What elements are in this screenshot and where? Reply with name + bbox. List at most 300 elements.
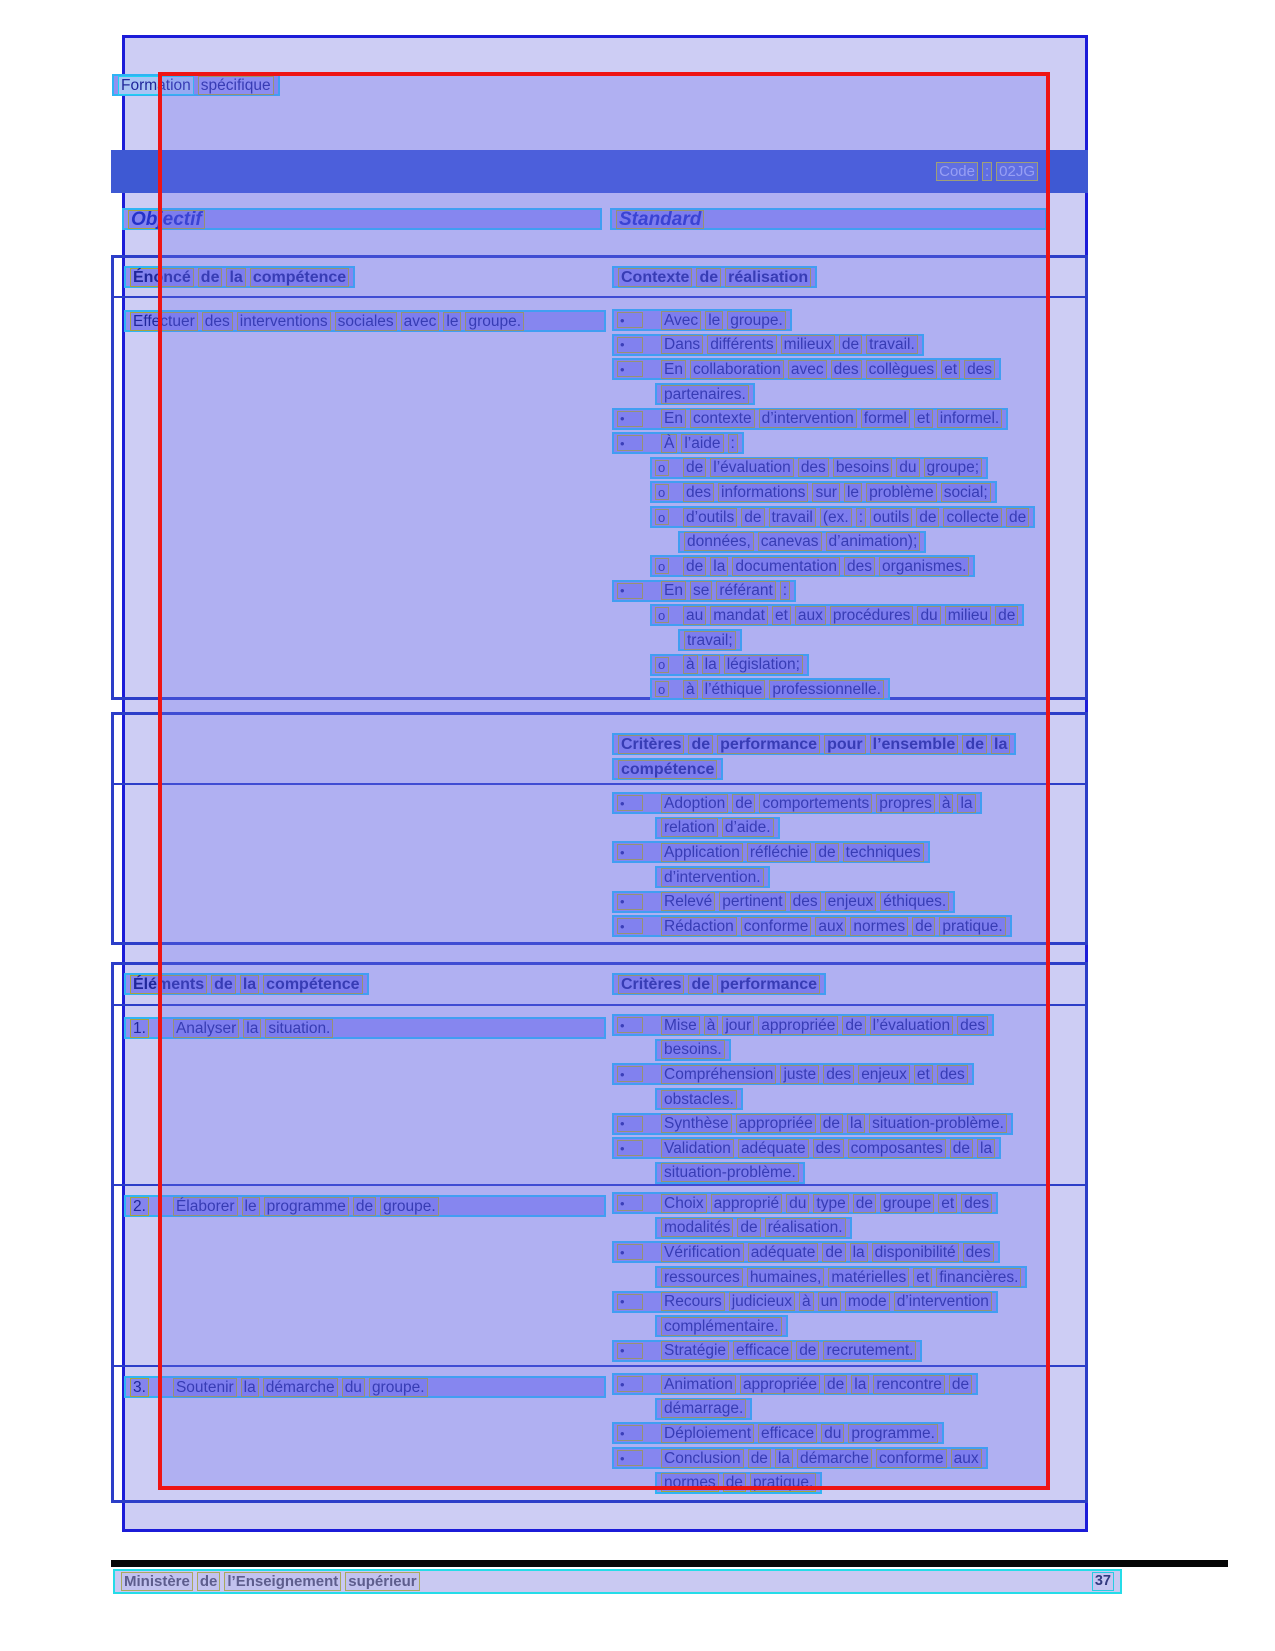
word-box: Vérification (661, 1243, 744, 1262)
word-box: des (813, 1139, 844, 1158)
word-box: avec (401, 312, 440, 331)
bullet-line (612, 1372, 988, 1397)
word-box: enjeux (825, 892, 877, 911)
word-box: situation-problème. (661, 1163, 799, 1182)
word-box: l’Enseignement (224, 1572, 341, 1591)
bullet-marker-icon: • (617, 411, 643, 427)
bullet-marker-icon: o (655, 484, 669, 500)
word-box: de (741, 508, 764, 527)
word-box: Validation (661, 1139, 734, 1158)
word-box: démarche (263, 1378, 338, 1397)
word-box: du (917, 606, 940, 625)
page-number: 37 (1092, 1572, 1114, 1591)
bullet-marker-icon: o (655, 558, 669, 574)
word-box: Élaborer (173, 1197, 238, 1216)
word-box: mode (845, 1292, 890, 1311)
word-box: adéquate (738, 1139, 809, 1158)
word-box: du (821, 1424, 844, 1443)
word-box: Compréhension (661, 1065, 776, 1084)
bullet-marker-icon: • (617, 894, 643, 910)
bullet-marker-icon: • (617, 1294, 643, 1310)
word-box: formel (861, 409, 910, 428)
word-box: l’aide (681, 434, 723, 453)
word-box: besoins (833, 458, 892, 477)
word-box: performance (717, 735, 820, 754)
word-box: programme. (848, 1424, 938, 1443)
bullet-marker-icon: • (617, 1140, 643, 1156)
word-box: partenaires. (661, 385, 749, 404)
table-enonce-contexte (111, 255, 1088, 700)
word-box: et (938, 1194, 957, 1213)
element-row-1-label (124, 1017, 606, 1039)
word-box: la (775, 1449, 793, 1468)
word-box: : (856, 508, 866, 527)
word-box: Adoption (661, 794, 728, 813)
word-box: travail. (866, 335, 918, 354)
title-bar (111, 150, 1088, 193)
table-criteres-ensemble (111, 712, 1088, 945)
word-box: référant (716, 581, 775, 600)
word-box: de (842, 1016, 865, 1035)
word-box: de (748, 1449, 771, 1468)
word-box: Application (661, 843, 743, 862)
word-box: de (683, 557, 706, 576)
bullet-line (612, 1111, 1013, 1136)
word-box: En (661, 409, 686, 428)
footer-ministry-label (119, 1571, 422, 1592)
word-box: et (772, 606, 791, 625)
word-box: pratique. (750, 1473, 816, 1492)
word-box: du (342, 1378, 365, 1397)
bullet-line (650, 554, 1035, 579)
bullet-line-continuation (655, 1265, 1027, 1290)
word-box: canevas (758, 532, 822, 551)
bullet-line-continuation (655, 1038, 1013, 1063)
word-box: de (824, 1375, 847, 1394)
word-box: Critères (618, 735, 684, 754)
element-row-1-bullets (612, 1013, 1013, 1185)
bullet-line (612, 840, 1012, 865)
criteres-ensemble-header-line1 (612, 733, 1016, 755)
word-box: la (241, 1378, 259, 1397)
bullet-marker-icon: o (655, 509, 669, 525)
bullet-line (612, 889, 1012, 914)
word-box: et (941, 360, 960, 379)
word-box: groupe. (369, 1378, 428, 1397)
word-box: ressources (661, 1268, 743, 1287)
bullet-line-continuation (655, 382, 1035, 407)
word-box: professionnelle. (769, 680, 884, 699)
word-box: d’aide. (722, 818, 774, 837)
word-box: collègues (866, 360, 938, 379)
word-box: juste (780, 1065, 819, 1084)
bullet-line (650, 505, 1035, 530)
bullet-marker-icon: • (617, 312, 643, 328)
word-box: groupe; (924, 458, 983, 477)
word-box: de (211, 975, 236, 994)
bullet-marker-icon: • (617, 795, 643, 811)
standard-heading (610, 208, 1047, 230)
word-box: : (982, 162, 992, 181)
word-box: et (914, 409, 933, 428)
word-box: de (688, 735, 713, 754)
code-label (934, 161, 1040, 182)
word-box: de (197, 1572, 221, 1591)
word-box: démarche (797, 1449, 872, 1468)
word-box: : (780, 581, 790, 600)
word-box: adéquate (748, 1243, 819, 1262)
bullet-marker-icon: • (617, 337, 643, 353)
word-box: différents (707, 335, 776, 354)
word-box: de (853, 1194, 876, 1213)
word-box: organismes. (879, 557, 969, 576)
word-box: supérieur (345, 1572, 419, 1591)
criteres-ensemble-bullet-list (612, 791, 1012, 939)
word-box: documentation (732, 557, 840, 576)
word-box: mandat (710, 606, 768, 625)
word-box: Conclusion (661, 1449, 744, 1468)
word-box: collaboration (690, 360, 784, 379)
word-box: approprié (711, 1194, 783, 1213)
word-box: de (683, 458, 706, 477)
word-box: comportements (759, 794, 872, 813)
bullet-line-continuation (655, 1216, 1027, 1241)
word-box: des (963, 1243, 994, 1262)
word-box: enjeux (858, 1065, 910, 1084)
element-row-3-bullets (612, 1372, 988, 1495)
word-box: social; (941, 483, 991, 502)
word-box: et (913, 1268, 932, 1287)
word-box: Éléments (130, 975, 207, 994)
word-box: conforme (876, 1449, 947, 1468)
header-divider (114, 1004, 1085, 1006)
word-box: informations (718, 483, 808, 502)
bullet-marker-icon: • (617, 844, 643, 860)
bullet-line (612, 1446, 988, 1471)
word-box: compétence (263, 975, 362, 994)
table-elements-criteres (111, 962, 1088, 1503)
word-box: travail (769, 508, 816, 527)
word-box: jour (722, 1016, 754, 1035)
word-box: des (823, 1065, 854, 1084)
word-box: des (831, 360, 862, 379)
word-box: de (820, 1114, 843, 1133)
word-box: efficace (733, 1341, 792, 1360)
word-box: Analyser (173, 1019, 239, 1038)
word-box: recrutement. (823, 1341, 916, 1360)
word-box: le (705, 311, 723, 330)
word-box: la (977, 1139, 995, 1158)
word-box: pratique. (939, 917, 1005, 936)
word-box: de (912, 917, 935, 936)
bullet-line (612, 1136, 1013, 1161)
word-box: appropriée (758, 1016, 838, 1035)
word-box: judicieux (729, 1292, 795, 1311)
word-box: du (896, 458, 919, 477)
word-box: de (1006, 508, 1029, 527)
word-box: démarrage. (661, 1399, 746, 1418)
word-box: Choix (661, 1194, 707, 1213)
word-box: contexte (690, 409, 755, 428)
word-box: de (839, 335, 862, 354)
word-box: En (661, 581, 686, 600)
word-box: l’éthique (702, 680, 766, 699)
word-box: Synthèse (661, 1114, 732, 1133)
word-box: aux (795, 606, 826, 625)
word-box: le (242, 1197, 260, 1216)
word-box: obstacles. (661, 1090, 737, 1109)
bullet-line (650, 456, 1035, 481)
word-box: des (957, 1016, 988, 1035)
word-box: 3. (130, 1378, 149, 1397)
word-box: Contexte (618, 268, 692, 287)
word-box: Mise (661, 1016, 700, 1035)
bullet-line (650, 480, 1035, 505)
bullet-line (612, 579, 1035, 604)
element-row-3-label (124, 1376, 606, 1398)
word-box: à (704, 1016, 719, 1035)
word-box: Formation (118, 76, 194, 95)
bullet-marker-icon: o (655, 681, 669, 697)
word-box: appropriée (736, 1114, 816, 1133)
word-box: des (961, 1194, 992, 1213)
word-box: la (850, 1243, 868, 1262)
bullet-line (612, 1191, 1027, 1216)
word-box: et (914, 1065, 933, 1084)
word-box: sociales (335, 312, 397, 331)
word-box: des (790, 892, 821, 911)
column-header-criteres (612, 973, 826, 995)
word-box: d’intervention (894, 1292, 992, 1311)
bullet-line (612, 357, 1035, 382)
bullet-line (612, 1013, 1013, 1038)
column-header-elements (124, 973, 369, 995)
word-box: propres (876, 794, 935, 813)
word-box: des (202, 312, 233, 331)
bullet-line (612, 1339, 1027, 1364)
word-box: réalisation (725, 268, 811, 287)
bullet-marker-icon: o (655, 460, 669, 476)
word-box: l’ensemble (870, 735, 959, 754)
word-box: humaines, (747, 1268, 825, 1287)
word-box: de (732, 794, 755, 813)
word-box: de (737, 1218, 760, 1237)
word-box: Animation (661, 1375, 736, 1394)
bullet-line (612, 914, 1012, 939)
word-box: de (822, 1243, 845, 1262)
word-box: l’évaluation (870, 1016, 954, 1035)
word-box: aux (815, 917, 846, 936)
word-box: outils (870, 508, 912, 527)
word-box: éthiques. (880, 892, 949, 911)
word-box: problème (866, 483, 937, 502)
word-box: des (937, 1065, 968, 1084)
word-box: d’animation); (826, 532, 921, 551)
word-box: du (786, 1194, 809, 1213)
word-box: En (661, 360, 686, 379)
competence-statement (124, 310, 606, 332)
bullet-marker-icon: • (617, 435, 643, 451)
word-box: complémentaire. (661, 1317, 782, 1336)
bullet-line-continuation (655, 1087, 1013, 1112)
word-box: normes (661, 1473, 719, 1492)
bullet-line (612, 1421, 988, 1446)
word-box: composantes (848, 1139, 946, 1158)
column-header-enonce (124, 266, 355, 288)
bullet-marker-icon: • (617, 1066, 643, 1082)
word-box: groupe (880, 1194, 934, 1213)
word-box: Objectif (128, 210, 205, 229)
word-box: Énoncé (130, 268, 194, 287)
word-box: (ex. (820, 508, 852, 527)
word-box: la (957, 794, 975, 813)
word-box: la (991, 735, 1010, 754)
contexte-bullet-list (612, 308, 1035, 702)
word-box: modalités (661, 1218, 733, 1237)
word-box: besoins. (661, 1040, 725, 1059)
word-box: travail; (684, 631, 736, 650)
word-box: réfléchie (747, 843, 812, 862)
bullet-marker-icon: • (617, 1376, 643, 1392)
word-box: la (240, 975, 259, 994)
word-box: Rédaction (661, 917, 737, 936)
word-box: pour (824, 735, 866, 754)
element-row-2-bullets (612, 1191, 1027, 1363)
word-box: relation (661, 818, 718, 837)
word-box: à (683, 655, 698, 674)
word-box: au (683, 606, 706, 625)
word-box: le (844, 483, 862, 502)
word-box: compétence (250, 268, 349, 287)
word-box: l’évaluation (710, 458, 794, 477)
element-row-2-label (124, 1195, 606, 1217)
word-box: 2. (130, 1197, 149, 1216)
bullet-line-continuation (678, 529, 1035, 554)
word-box: d’intervention (759, 409, 857, 428)
word-box: Recours (661, 1292, 725, 1311)
word-box: procédures (830, 606, 914, 625)
word-box: de (723, 1473, 746, 1492)
word-box: de (696, 268, 721, 287)
word-box: milieu (945, 606, 991, 625)
word-box: avec (788, 360, 827, 379)
bullet-line (612, 333, 1035, 358)
word-box: techniques (843, 843, 924, 862)
header-divider (114, 296, 1085, 298)
word-box: disponibilité (872, 1243, 959, 1262)
word-box: la (226, 268, 245, 287)
word-box: Effectuer (130, 312, 198, 331)
row-divider (114, 1365, 1085, 1367)
word-box: la (702, 655, 720, 674)
bullet-marker-icon: • (617, 1195, 643, 1211)
word-box: collecte (943, 508, 1002, 527)
word-box: programme (264, 1197, 349, 1216)
bullet-marker-icon: • (617, 583, 643, 599)
word-box: à (939, 794, 954, 813)
word-box: 1. (130, 1019, 149, 1038)
word-box: informel. (937, 409, 1002, 428)
word-box: interventions (237, 312, 331, 331)
bullet-line (650, 603, 1035, 628)
word-box: groupe. (380, 1197, 439, 1216)
word-box: de (950, 1139, 973, 1158)
bullet-marker-icon: • (617, 361, 643, 377)
word-box: appropriée (740, 1375, 820, 1394)
word-box: pertinent (719, 892, 785, 911)
word-box: de (198, 268, 223, 287)
word-box: situation. (265, 1019, 333, 1038)
word-box: de (688, 975, 713, 994)
word-box: la (847, 1114, 865, 1133)
word-box: matérielles (828, 1268, 909, 1287)
footer-rule (111, 1560, 1228, 1567)
bullet-line (612, 406, 1035, 431)
word-box: des (964, 360, 995, 379)
word-box: compétence (618, 760, 717, 779)
word-box: de (962, 735, 987, 754)
footer (113, 1569, 1122, 1594)
word-box: type (813, 1194, 848, 1213)
bullet-line-continuation (655, 1314, 1027, 1339)
bullet-line-continuation (655, 1397, 988, 1422)
word-box: des (683, 483, 714, 502)
word-box: d’outils (683, 508, 737, 527)
bullet-line (612, 431, 1035, 456)
word-box: à (683, 680, 698, 699)
header-divider (114, 783, 1085, 785)
word-box: Dans (661, 335, 703, 354)
word-box: efficace (758, 1424, 817, 1443)
word-box: rencontre (873, 1375, 944, 1394)
word-box: spécifique (198, 76, 274, 95)
word-box: des (844, 557, 875, 576)
bullet-line-continuation (655, 1470, 988, 1495)
bullet-marker-icon: • (617, 1244, 643, 1260)
word-box: un (818, 1292, 841, 1311)
bullet-line-continuation (655, 816, 1012, 841)
word-box: financières. (936, 1268, 1021, 1287)
word-box: se (690, 581, 712, 600)
bullet-line (650, 677, 1035, 702)
word-box: à (799, 1292, 814, 1311)
word-box: de (815, 843, 838, 862)
objectif-heading (122, 208, 602, 230)
bullet-line (612, 1240, 1027, 1265)
bullet-marker-icon: • (617, 1425, 643, 1441)
word-box: 02JG (996, 162, 1038, 181)
word-box: réalisation. (765, 1218, 846, 1237)
bullet-line (612, 1062, 1013, 1087)
word-box: d’intervention. (661, 868, 764, 887)
word-box: données, (684, 532, 754, 551)
bullet-line-continuation (678, 628, 1035, 653)
bullet-line (612, 791, 1012, 816)
word-box: de (796, 1341, 819, 1360)
bullet-line-continuation (655, 1161, 1013, 1186)
word-box: Déploiement (661, 1424, 754, 1443)
word-box: aux (951, 1449, 982, 1468)
bullet-line (612, 308, 1035, 333)
bullet-marker-icon: o (655, 607, 669, 623)
word-box: Soutenir (173, 1378, 237, 1397)
word-box: Ministère (121, 1572, 193, 1591)
word-box: de (949, 1375, 972, 1394)
bullet-marker-icon: • (617, 1017, 643, 1033)
word-box: Relevé (661, 892, 715, 911)
word-box: performance (717, 975, 820, 994)
bullet-marker-icon: • (617, 1116, 643, 1132)
